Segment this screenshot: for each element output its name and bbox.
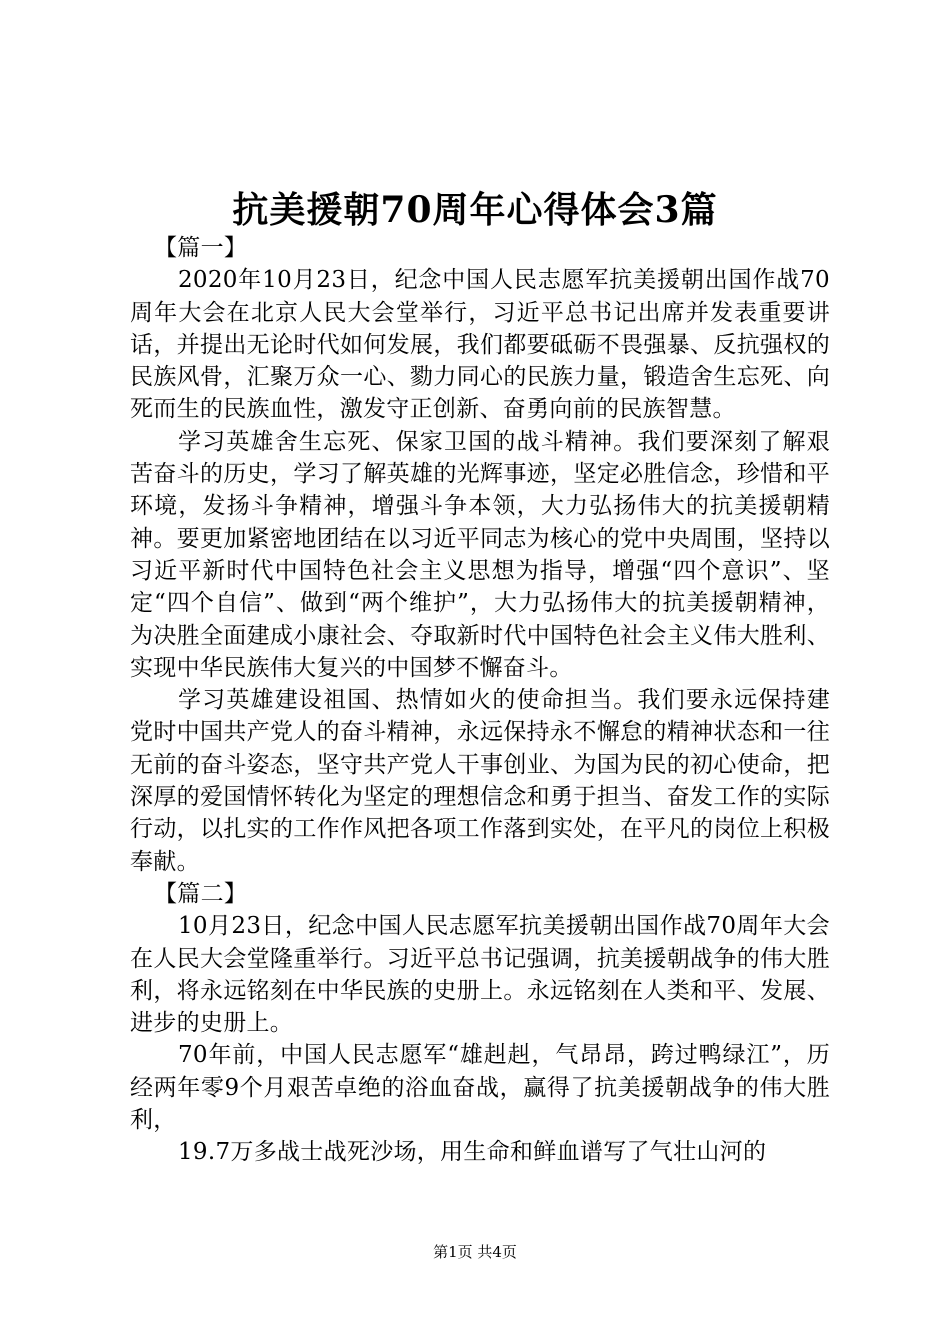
paragraph-1-2: 学习英雄舍生忘死、保家卫国的战斗精神。我们要深刻了解艰苦奋斗的历史，学习了解英雄的光辉事迹，坚定必胜信念，珍惜和平环境，发扬斗争精神，增强斗争本领，大力弘扬伟大的抗美援朝精神。要更加紧密地团结在以习近平同志为核心的党中央周围，坚持以习近平新时代中国特色社会主义思想为指导，增强“四个意识”、坚定“四个自信”、做到“两个维护”，大力弘扬伟大的抗美援朝精神，为决胜全面建成小康社会、夺取新时代中国特色社会主义伟大胜利、实现中华民族伟大复兴的中国梦不懈奋斗。 (130, 428, 830, 681)
section-label-2: 【篇二】 (154, 880, 248, 907)
document-body (130, 232, 830, 1169)
page-footer: 第1页 共4页 (433, 1243, 517, 1261)
section-label-1: 【篇一】 (154, 235, 248, 261)
paragraph-1-1: 2020年10月23日，纪念中国人民志愿军抗美援朝出国作战70周年大会在北京人民大会堂举行，习近平总书记出席并发表重要讲话，并提出无论时代如何发展，我们都要砥砺不畏强暴、反抗强权的民族风骨，汇聚万众一心、勠力同心的民族力量，锻造舍生忘死、向死而生的民族血性，激发守正创新、奋勇向前的民族智慧。 (130, 267, 830, 423)
paragraph-2-3: 19.7万多战士战死沙场，用生命和鲜血谱写了气壮山河的 (178, 1139, 767, 1166)
paragraph-1-3: 学习英雄建设祖国、热情如火的使命担当。我们要永远保持建党时中国共产党人的奋斗精神，永远保持永不懈怠的精神状态和一往无前的奋斗姿态，坚守共产党人干事创业、为国为民的初心使命，把深厚的爱国情怀转化为坚定的理想信念和勇于担当、奋发工作的实际行动，以扎实的工作作风把各项工作落到实处，在平凡的岗位上积极奉献。 (130, 687, 830, 875)
document-title: 抗美援朝70周年心得体会3篇 (232, 189, 718, 231)
paragraph-2-1: 10月23日，纪念中国人民志愿军抗美援朝出国作战70周年大会在人民大会堂隆重举行。习近平总书记强调，抗美援朝战争的伟大胜利，将永远铭刻在中华民族的史册上。永远铭刻在人类和平、发展、进步的史册上。 (130, 913, 830, 1037)
paragraph-2-2: 70年前，中国人民志愿军“雄赳赳，气昂昂，跨过鸭绿江”，历经两年零9个月艰苦卓绝的浴血奋战，赢得了抗美援朝战争的伟大胜利， (130, 1042, 830, 1134)
